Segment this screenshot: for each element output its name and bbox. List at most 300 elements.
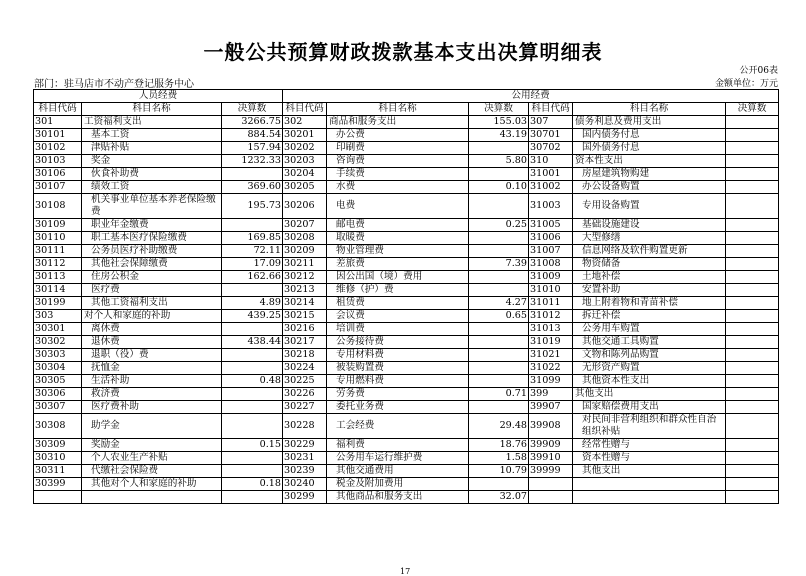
row-code: 31009 <box>529 271 573 284</box>
row-amount <box>469 245 529 258</box>
row-amount <box>469 168 529 181</box>
row-name: 福利费 <box>327 439 469 452</box>
row-name: 绩效工资 <box>82 181 222 194</box>
row-code: 30228 <box>283 414 327 439</box>
table-row <box>34 401 779 414</box>
row-code: 31019 <box>529 336 573 349</box>
row-name: 其他支出 <box>573 388 726 401</box>
row-name: 资本性赠与 <box>573 452 726 465</box>
row-amount: 0.48 <box>222 375 283 388</box>
row-name: 土地补偿 <box>573 271 726 284</box>
table-row <box>34 245 779 258</box>
row-name: 大型修缮 <box>573 232 726 245</box>
row-amount: 5.80 <box>469 155 529 168</box>
row-amount <box>222 465 283 478</box>
row-code: 31005 <box>529 219 573 232</box>
row-name <box>82 491 222 504</box>
row-code: 303 <box>34 310 82 323</box>
table-row <box>34 284 779 297</box>
row-amount <box>469 362 529 375</box>
row-name: 生活补助 <box>82 375 222 388</box>
row-name: 抚恤金 <box>82 362 222 375</box>
table-row <box>34 271 779 284</box>
row-amount: 0.10 <box>469 181 529 194</box>
row-code: 39910 <box>529 452 573 465</box>
row-amount <box>469 336 529 349</box>
row-amount <box>222 349 283 362</box>
row-amount <box>726 336 779 349</box>
row-code: 30202 <box>283 142 327 155</box>
row-amount: 884.54 <box>222 129 283 142</box>
row-amount <box>726 439 779 452</box>
row-name: 基础设施建设 <box>573 219 726 232</box>
row-amount <box>222 452 283 465</box>
row-name: 医疗费补助 <box>82 401 222 414</box>
row-amount: 0.18 <box>222 478 283 491</box>
row-name: 租赁费 <box>327 297 469 310</box>
row-code: 30303 <box>34 349 82 362</box>
row-name: 奖金 <box>82 155 222 168</box>
row-code: 30229 <box>283 439 327 452</box>
row-code: 30206 <box>283 194 327 219</box>
row-amount <box>222 491 283 504</box>
row-name: 安置补助 <box>573 284 726 297</box>
table-row <box>34 194 779 219</box>
row-code: 30204 <box>283 168 327 181</box>
row-name: 工资福利支出 <box>82 116 222 129</box>
row-code: 31011 <box>529 297 573 310</box>
row-name: 国家赔偿费用支出 <box>573 401 726 414</box>
row-name: 专用材料费 <box>327 349 469 362</box>
row-name: 公务员医疗补助缴费 <box>82 245 222 258</box>
row-amount: 369.60 <box>222 181 283 194</box>
row-name: 其他交通费用 <box>327 465 469 478</box>
row-amount: 438.44 <box>222 336 283 349</box>
row-amount <box>726 375 779 388</box>
row-amount <box>726 323 779 336</box>
table-row <box>34 181 779 194</box>
table-row <box>34 323 779 336</box>
row-amount <box>726 245 779 258</box>
row-code: 30111 <box>34 245 82 258</box>
table-row <box>34 414 779 439</box>
row-name: 退休费 <box>82 336 222 349</box>
row-code: 30702 <box>529 142 573 155</box>
row-code: 30240 <box>283 478 327 491</box>
row-amount: 155.03 <box>469 116 529 129</box>
row-code: 30113 <box>34 271 82 284</box>
row-name: 其他支出 <box>573 465 726 478</box>
row-amount: 32.07 <box>469 491 529 504</box>
row-code: 30217 <box>283 336 327 349</box>
row-amount <box>726 232 779 245</box>
row-name: 物业管理费 <box>327 245 469 258</box>
row-name: 职业年金缴费 <box>82 219 222 232</box>
row-code: 31012 <box>529 310 573 323</box>
row-amount: 29.48 <box>469 414 529 439</box>
row-name: 因公出国（境）费用 <box>327 271 469 284</box>
row-code: 30199 <box>34 297 82 310</box>
department-label: 部门：驻马店市不动产登记服务中心 <box>34 79 194 90</box>
table-row <box>34 297 779 310</box>
row-code: 30102 <box>34 142 82 155</box>
row-amount: 157.94 <box>222 142 283 155</box>
row-code: 39909 <box>529 439 573 452</box>
page-number: 17 <box>400 567 411 576</box>
row-amount <box>726 349 779 362</box>
row-name: 其他商品和服务支出 <box>327 491 469 504</box>
row-code: 30201 <box>283 129 327 142</box>
row-amount <box>469 284 529 297</box>
row-name: 救济费 <box>82 388 222 401</box>
row-amount <box>726 194 779 219</box>
row-name: 手续费 <box>327 168 469 181</box>
row-amount <box>726 465 779 478</box>
row-code: 30308 <box>34 414 82 439</box>
row-name: 培训费 <box>327 323 469 336</box>
row-name <box>573 491 726 504</box>
column-header-row <box>34 103 779 116</box>
row-amount <box>726 362 779 375</box>
row-amount <box>469 142 529 155</box>
row-name: 其他工资福利支出 <box>82 297 222 310</box>
row-code: 30103 <box>34 155 82 168</box>
row-code: 30306 <box>34 388 82 401</box>
row-amount <box>469 478 529 491</box>
row-amount: 439.25 <box>222 310 283 323</box>
row-code: 39908 <box>529 414 573 439</box>
row-code: 30239 <box>283 465 327 478</box>
row-amount: 162.66 <box>222 271 283 284</box>
row-amount <box>726 414 779 439</box>
expenditure-table <box>33 89 779 504</box>
table-row <box>34 129 779 142</box>
row-amount <box>469 232 529 245</box>
row-amount <box>222 219 283 232</box>
form-number: 公开06表 <box>739 66 778 76</box>
row-amount: 10.79 <box>469 465 529 478</box>
row-amount: 169.85 <box>222 232 283 245</box>
row-code: 31007 <box>529 245 573 258</box>
row-name: 公务接待费 <box>327 336 469 349</box>
row-amount <box>469 194 529 219</box>
row-amount: 7.39 <box>469 258 529 271</box>
row-code: 30211 <box>283 258 327 271</box>
row-code: 30109 <box>34 219 82 232</box>
row-code: 30205 <box>283 181 327 194</box>
row-amount <box>222 284 283 297</box>
row-code: 30311 <box>34 465 82 478</box>
row-name: 代缴社会保险费 <box>82 465 222 478</box>
row-name: 差旅费 <box>327 258 469 271</box>
row-code: 31099 <box>529 375 573 388</box>
table-row <box>34 362 779 375</box>
table-row <box>34 258 779 271</box>
row-name: 资本性支出 <box>573 155 726 168</box>
table-row <box>34 375 779 388</box>
row-code: 30225 <box>283 375 327 388</box>
row-code: 30106 <box>34 168 82 181</box>
table-row <box>34 478 779 491</box>
table-row <box>34 491 779 504</box>
row-name: 维修（护）费 <box>327 284 469 297</box>
row-name: 被装购置费 <box>327 362 469 375</box>
row-name: 津贴补贴 <box>82 142 222 155</box>
row-amount <box>726 168 779 181</box>
row-amount <box>726 388 779 401</box>
row-name: 公务用车运行维护费 <box>327 452 469 465</box>
row-amount <box>726 284 779 297</box>
table-row <box>34 116 779 129</box>
row-name: 住房公积金 <box>82 271 222 284</box>
row-amount <box>726 401 779 414</box>
row-name: 国内债务付息 <box>573 129 726 142</box>
row-amount: 0.25 <box>469 219 529 232</box>
row-name: 经常性赠与 <box>573 439 726 452</box>
row-name: 其他交通工具购置 <box>573 336 726 349</box>
table-row <box>34 388 779 401</box>
col-code: 科目代码 <box>283 103 327 116</box>
row-name: 专用燃料费 <box>327 375 469 388</box>
row-name: 商品和服务支出 <box>327 116 469 129</box>
table-row <box>34 310 779 323</box>
row-code: 31021 <box>529 349 573 362</box>
row-name: 基本工资 <box>82 129 222 142</box>
row-code: 30212 <box>283 271 327 284</box>
row-code: 30224 <box>283 362 327 375</box>
row-code: 30108 <box>34 194 82 219</box>
row-code: 30302 <box>34 336 82 349</box>
row-name: 无形资产购置 <box>573 362 726 375</box>
row-amount: 0.71 <box>469 388 529 401</box>
row-amount <box>222 414 283 439</box>
row-code: 30226 <box>283 388 327 401</box>
row-code: 30299 <box>283 491 327 504</box>
row-amount <box>469 401 529 414</box>
row-code: 39999 <box>529 465 573 478</box>
row-amount <box>726 297 779 310</box>
col-amount: 决算数 <box>222 103 283 116</box>
row-name: 税金及附加费用 <box>327 478 469 491</box>
col-code: 科目代码 <box>34 103 82 116</box>
row-amount <box>222 401 283 414</box>
row-code: 302 <box>283 116 327 129</box>
row-code: 30304 <box>34 362 82 375</box>
row-name: 办公设备购置 <box>573 181 726 194</box>
row-code: 30107 <box>34 181 82 194</box>
row-amount <box>726 310 779 323</box>
row-name: 离休费 <box>82 323 222 336</box>
row-code: 30215 <box>283 310 327 323</box>
row-code: 30307 <box>34 401 82 414</box>
table-row <box>34 142 779 155</box>
table-row <box>34 336 779 349</box>
row-amount: 4.27 <box>469 297 529 310</box>
row-name: 机关事业单位基本养老保险缴费 <box>82 194 222 219</box>
row-code: 31001 <box>529 168 573 181</box>
row-name: 医疗费 <box>82 284 222 297</box>
row-amount <box>469 375 529 388</box>
row-name: 印刷费 <box>327 142 469 155</box>
col-name: 科目名称 <box>327 103 469 116</box>
row-name: 咨询费 <box>327 155 469 168</box>
row-code: 30207 <box>283 219 327 232</box>
page-title: 一般公共预算财政拨款基本支出决算明细表 <box>203 40 603 64</box>
row-name: 电费 <box>327 194 469 219</box>
row-amount <box>469 271 529 284</box>
row-amount <box>726 142 779 155</box>
row-name: 邮电费 <box>327 219 469 232</box>
table-row <box>34 465 779 478</box>
row-code: 30218 <box>283 349 327 362</box>
row-name: 取暖费 <box>327 232 469 245</box>
row-name: 地上附着物和青苗补偿 <box>573 297 726 310</box>
row-amount: 195.73 <box>222 194 283 219</box>
row-amount <box>726 491 779 504</box>
row-amount <box>726 155 779 168</box>
row-amount <box>726 258 779 271</box>
row-code: 31022 <box>529 362 573 375</box>
row-amount: 3266.75 <box>222 116 283 129</box>
row-amount: 43.19 <box>469 129 529 142</box>
row-name: 拆迁补偿 <box>573 310 726 323</box>
row-name: 委托业务费 <box>327 401 469 414</box>
row-code: 30110 <box>34 232 82 245</box>
col-name: 科目名称 <box>573 103 726 116</box>
row-name: 个人农业生产补贴 <box>82 452 222 465</box>
row-code <box>34 491 82 504</box>
row-amount: 17.09 <box>222 258 283 271</box>
row-code: 30309 <box>34 439 82 452</box>
row-code: 39907 <box>529 401 573 414</box>
row-name: 专用设备购置 <box>573 194 726 219</box>
row-amount <box>222 362 283 375</box>
row-name: 物资储备 <box>573 258 726 271</box>
row-name: 其他社会保障缴费 <box>82 258 222 271</box>
row-name: 工会经费 <box>327 414 469 439</box>
row-code: 399 <box>529 388 573 401</box>
row-amount: 0.65 <box>469 310 529 323</box>
row-code: 30227 <box>283 401 327 414</box>
row-code <box>529 491 573 504</box>
row-amount: 18.76 <box>469 439 529 452</box>
row-code: 30231 <box>283 452 327 465</box>
row-amount <box>222 323 283 336</box>
row-name: 会议费 <box>327 310 469 323</box>
row-amount <box>726 129 779 142</box>
row-name: 其他对个人和家庭的补助 <box>82 478 222 491</box>
row-name: 劳务费 <box>327 388 469 401</box>
section-header-row <box>34 90 779 103</box>
row-amount <box>222 168 283 181</box>
row-name: 房屋建筑物购建 <box>573 168 726 181</box>
row-name: 对个人和家庭的补助 <box>82 310 222 323</box>
col-amount: 决算数 <box>726 103 779 116</box>
table-row <box>34 155 779 168</box>
table-body <box>34 116 779 504</box>
row-code: 30112 <box>34 258 82 271</box>
row-name: 债务利息及费用支出 <box>573 116 726 129</box>
section-public: 公用经费 <box>283 90 779 103</box>
row-code: 31002 <box>529 181 573 194</box>
row-code: 310 <box>529 155 573 168</box>
row-amount <box>222 388 283 401</box>
col-name: 科目名称 <box>82 103 222 116</box>
row-code: 30209 <box>283 245 327 258</box>
row-code: 30214 <box>283 297 327 310</box>
table-row <box>34 232 779 245</box>
row-name: 其他资本性支出 <box>573 375 726 388</box>
row-code: 30216 <box>283 323 327 336</box>
row-code: 30701 <box>529 129 573 142</box>
row-amount: 1232.33 <box>222 155 283 168</box>
row-code: 30208 <box>283 232 327 245</box>
row-amount: 4.89 <box>222 297 283 310</box>
row-name: 国外债务付息 <box>573 142 726 155</box>
row-code <box>529 478 573 491</box>
table-row <box>34 349 779 362</box>
row-amount <box>726 219 779 232</box>
row-code: 30310 <box>34 452 82 465</box>
row-name: 职工基本医疗保险缴费 <box>82 232 222 245</box>
table-row <box>34 219 779 232</box>
row-code: 31013 <box>529 323 573 336</box>
unit-label: 金额单位：万元 <box>714 79 778 89</box>
row-name: 退职（役）费 <box>82 349 222 362</box>
row-name <box>573 478 726 491</box>
section-personnel: 人员经费 <box>34 90 283 103</box>
row-name: 伙食补助费 <box>82 168 222 181</box>
row-code: 30114 <box>34 284 82 297</box>
row-amount <box>726 271 779 284</box>
row-amount: 0.15 <box>222 439 283 452</box>
col-amount: 决算数 <box>469 103 529 116</box>
row-amount: 1.58 <box>469 452 529 465</box>
row-name: 办公费 <box>327 129 469 142</box>
row-amount <box>726 452 779 465</box>
row-amount <box>469 349 529 362</box>
row-code: 31006 <box>529 232 573 245</box>
table-row <box>34 439 779 452</box>
row-code: 30305 <box>34 375 82 388</box>
row-code: 30203 <box>283 155 327 168</box>
row-name: 公务用车购置 <box>573 323 726 336</box>
row-name: 文物和陈列品购置 <box>573 349 726 362</box>
row-code: 30399 <box>34 478 82 491</box>
row-name: 水费 <box>327 181 469 194</box>
row-name: 助学金 <box>82 414 222 439</box>
row-amount: 72.11 <box>222 245 283 258</box>
row-code: 31008 <box>529 258 573 271</box>
table-row <box>34 452 779 465</box>
row-code: 301 <box>34 116 82 129</box>
row-amount <box>469 323 529 336</box>
row-amount <box>726 116 779 129</box>
row-code: 30101 <box>34 129 82 142</box>
row-code: 31003 <box>529 194 573 219</box>
row-amount <box>726 181 779 194</box>
row-amount <box>726 478 779 491</box>
row-code: 307 <box>529 116 573 129</box>
row-code: 30213 <box>283 284 327 297</box>
row-name: 信息网络及软件购置更新 <box>573 245 726 258</box>
row-code: 31010 <box>529 284 573 297</box>
table-row <box>34 168 779 181</box>
row-name: 奖励金 <box>82 439 222 452</box>
col-code: 科目代码 <box>529 103 573 116</box>
row-name: 对民间非营利组织和群众性自治组织补贴 <box>573 414 726 439</box>
row-code: 30301 <box>34 323 82 336</box>
